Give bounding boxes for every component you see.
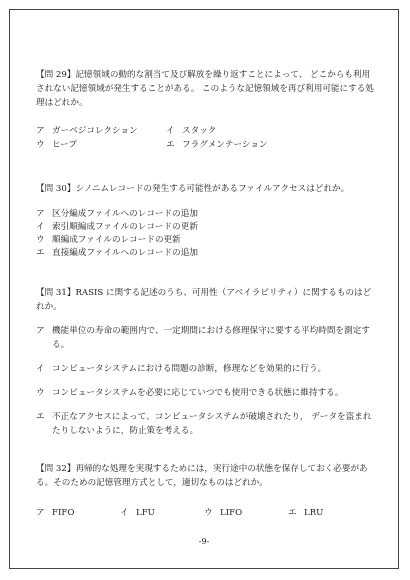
question-31-text: 【問 31】RASIS に関する記述のうち、可用性（アベイラビリティ）に関するものはどれか。 (36, 288, 372, 312)
question-32-options (36, 506, 376, 520)
q29-option-c: ウ ヒープ (36, 140, 78, 150)
q29-option-b: イ スタック (166, 126, 217, 136)
q31-option-b: イ コンピュータシステムにおける問題の診断，修理などを効果的に行う。 (36, 364, 327, 374)
question-30-options (36, 208, 376, 260)
q30-option-c: ウ 順編成ファイルのレコードの更新 (36, 235, 181, 245)
q30-option-d: エ 直接編成ファイルへのレコードの追加 (36, 248, 198, 258)
question-30-text: 【問 30】シノニムレコードの発生する可能性があるファイルアクセスはどれか。 (36, 184, 350, 194)
q30-option-b: イ 索引順編成ファイルのレコードの更新 (36, 222, 198, 232)
q31-option-d: エ 不正なアクセスによって、コンピュータシステムが破壊されたり， データを盗まれたりしないように，防止策を考える。 (36, 412, 372, 436)
q31-option-a: ア 機能単位の寿命の範囲内で、一定期間における修理保守に要する平均時間を測定する。 (36, 326, 370, 350)
page-number: -9- (198, 537, 210, 546)
question-31-options (36, 324, 376, 438)
q32-option-a: ア FIFO (36, 508, 75, 518)
question-32-text: 【問 32】再帰的な処理を実現するためには，実行途中の状態を保存しておく必要がある。そのための記憶管理方式として，適切なものはどれか。 (36, 464, 368, 488)
q32-option-c: ウ LIFO (204, 508, 243, 518)
content (36, 68, 376, 520)
q29-option-d: エ フラグメンテーション (166, 140, 268, 150)
q32-option-b: イ LFU (120, 508, 155, 518)
q30-option-a: ア 区分編成ファイルへのレコードの追加 (36, 209, 198, 219)
q32-option-d: エ LRU (288, 508, 324, 518)
question-29-text: 【問 29】記憶領域の動的な割当て及び解放を繰り返すことによって、 どこからも利用されない記憶領域が発生することがある。 このような記憶領域を再び利用可能にする処理はどれか。 (36, 70, 374, 108)
q29-option-a: ア ガーベジコレクション (36, 126, 138, 136)
q31-option-c: ウ コンピュータシステムを必要に応じていつでも使用できる状態に維持する。 (36, 388, 344, 398)
page-frame (9, 9, 399, 569)
question-29-options (36, 124, 376, 152)
